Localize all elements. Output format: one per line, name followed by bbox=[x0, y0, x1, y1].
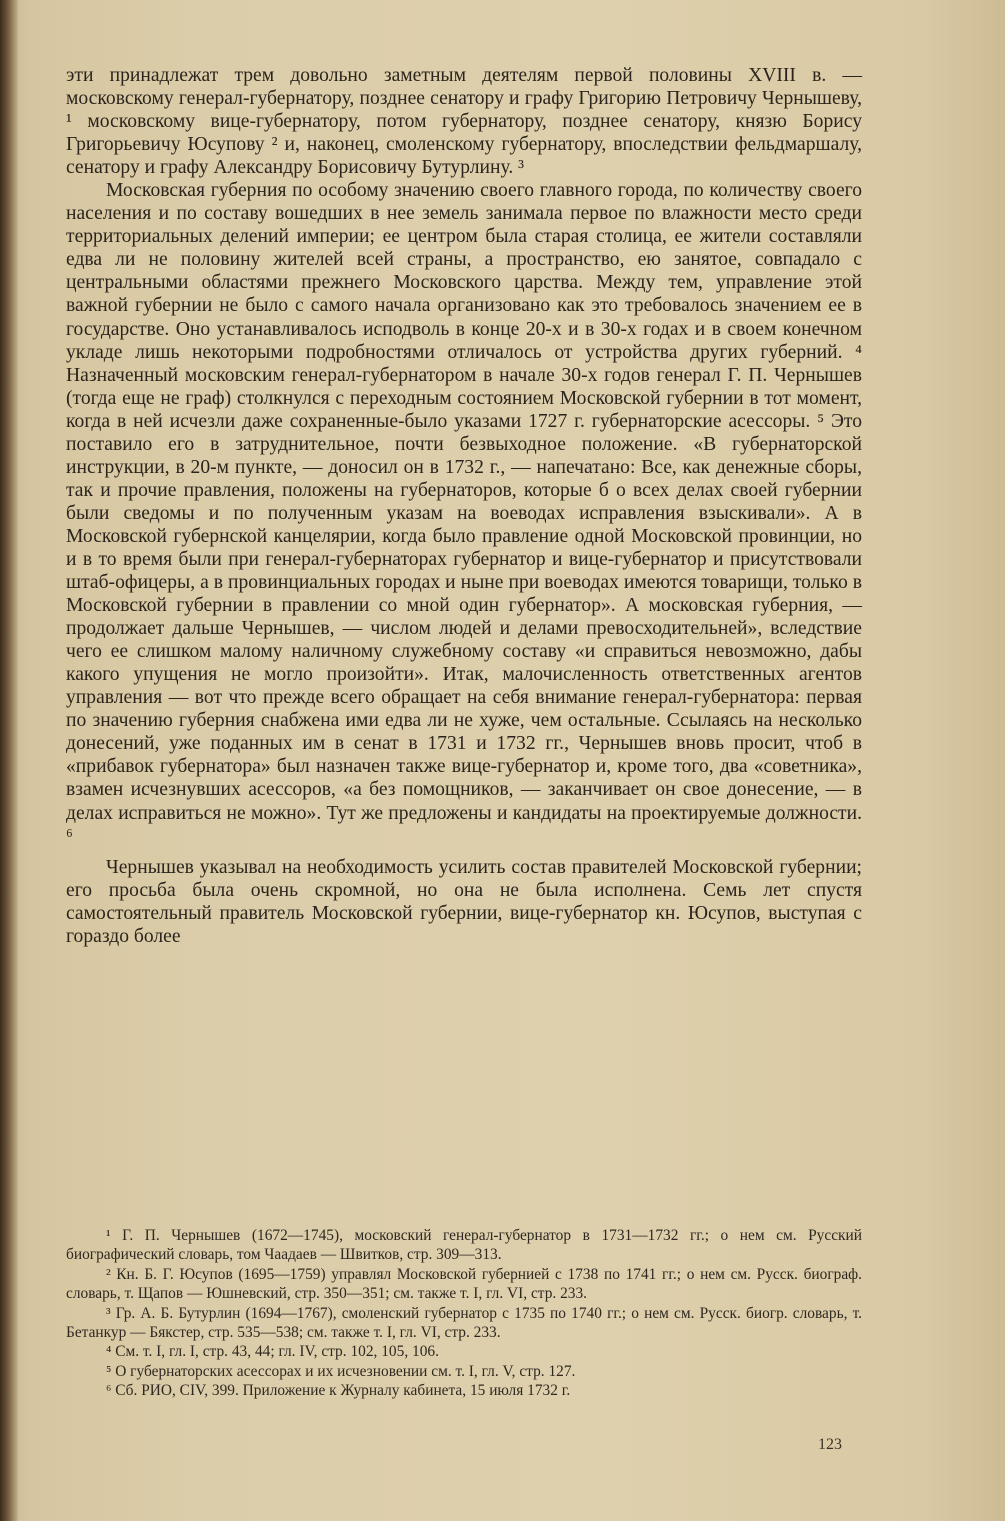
footnote-6: ⁶ Сб. РИО, CIV, 399. Приложение к Журналу кабинета, 15 июля 1732 г. bbox=[106, 1382, 571, 1400]
footnote-5: ⁵ О губернаторских асессорах и их исчезновении см. т. I, гл. V, стр. 127. bbox=[106, 1362, 576, 1380]
paragraph-chernyshev-request: Чернышев указывал на необходимость усилить состав правителей Московской губернии; его просьба была очень скромной, но она не была исполнена. Семь лет спустя самостоятельный правитель Московской губернии, вице-губернатор кн. Юсупов, выступая с гораздо более bbox=[66, 856, 862, 947]
paragraph-moscow-province: Московская губерния по особому значению своего главного города, по количеству своего населения и по составу вошедших в нее земель занимала первое по влажности место среди территориальных делений империи; ее центром была старая столица, ее жители составляли едва ли не половину жителей всей страны, а пространство, ею занятое, совпадало с центральными областями прежнего Московского царства. Между тем, управление этой важной губернии не было с самого начала организовано как это требовалось значением ее в государстве. Оно устанавливалось исподволь в конце 20-х и в 30-х годах и в своем конечном укладе лишь некоторыми подробностями отличалось от устройства других губерний. ⁴ Назначенный московским генерал-губернатором в начале 30-х годов генерал Г. П. Чернышев (тогда еще не граф) столкнулся с переходным состоянием Московской губернии в тот момент, когда в ней исчезли даже сохраненные-было указами 1727 г. губернаторские асессоры. ⁵ Это поставило его в затруднительное, почти безвыходное положение. «В губернаторской инструкции, в 20-м пункте, — доносил он в 1732 г., — напечатано: Все, как денежные сборы, так и прочие правления, положены на губернаторов, которые б о всех делах своей губернии были сведомы и по полученным указам на воеводах исправления взыскивали». А в Московской губернской канцелярии, когда было правление одной Московской провинции, но и в то время были при генерал-губернаторах губернатор и вице-губернатор и присутствовали штаб-офицеры, а в провинциальных городах и ныне при воеводах имеются товарищи, только в Московской губернии в правлении со мной один губернатор». А московская губерния, — продолжает дальше Чернышев, — числом людей и делами превосходительней», вследствие чего ее слишком малому наличному служебному составу «и справиться невозможно, дабы какого упущения не могло произойти». Итак, малочисленность ответственных агентов управления — вот что прежде всего обращает на себя внимание генерал-губернатора: первая по значению губерния снабжена ими едва ли не хуже, чем остальные. Ссылаясь на несколько донесений, уже поданных им в сенат в 1731 и 1732 гг., Чернышев вновь просит, чтоб в «прибавок губернатора» был назначен также вице-губернатор и, кроме того, два «советника», взамен исчезнувших асессоров, «а без помощников, — заканчивает он свое донесение, — в делах исправиться не можно». Тут же предложены и кандидаты на проектируемые должности. ⁶ bbox=[66, 180, 862, 847]
footnote-2: ² Кн. Б. Г. Юсупов (1695—1759) управлял Московской губернией с 1738 по 1741 гг.; о нем см. Русск. биограф. словарь, т. Щапов — Юшневский, стр. 350—351; см. также т. I, гл. VI, стр. 233. bbox=[66, 1265, 862, 1303]
footnotes bbox=[66, 1226, 862, 1401]
footnote-3: ³ Гр. А. Б. Бутурлин (1694—1767), смоленский губернатор с 1735 по 1740 гг.; о нем см. Русск. биогр. словарь, т. Бетанкур — Бякстер, стр. 535—538; см. также т. I, гл. VI, стр. 233. bbox=[66, 1304, 862, 1342]
paragraph-continuation: эти принадлежат трем довольно заметным деятелям первой половины XVIII в. — московскому генерал-губернатору, позднее сенатору и графу Григорию Петровичу Чернышеву, ¹ московскому вице-губернатору, потом губернатору, позднее сенатору, князю Борису Григорьевичу Юсупову ² и, наконец, смоленскому губернатору, впоследствии фельдмаршалу, сенатору и графу Александру Борисовичу Бутурлину. ³ bbox=[66, 65, 862, 179]
footnote-1: ¹ Г. П. Чернышев (1672—1745), московский генерал-губернатор в 1731—1732 гг.; о нем см. Русский биографический словарь, том Чаадаев — Швитков, стр. 309—313. bbox=[66, 1227, 862, 1264]
book-spine-shadow bbox=[0, 0, 18, 1521]
footnote-4: ⁴ См. т. I, гл. I, стр. 43, 44; гл. IV, стр. 102, 105, 106. bbox=[106, 1343, 439, 1361]
main-text bbox=[66, 64, 862, 948]
page-number: 123 bbox=[818, 1436, 842, 1453]
